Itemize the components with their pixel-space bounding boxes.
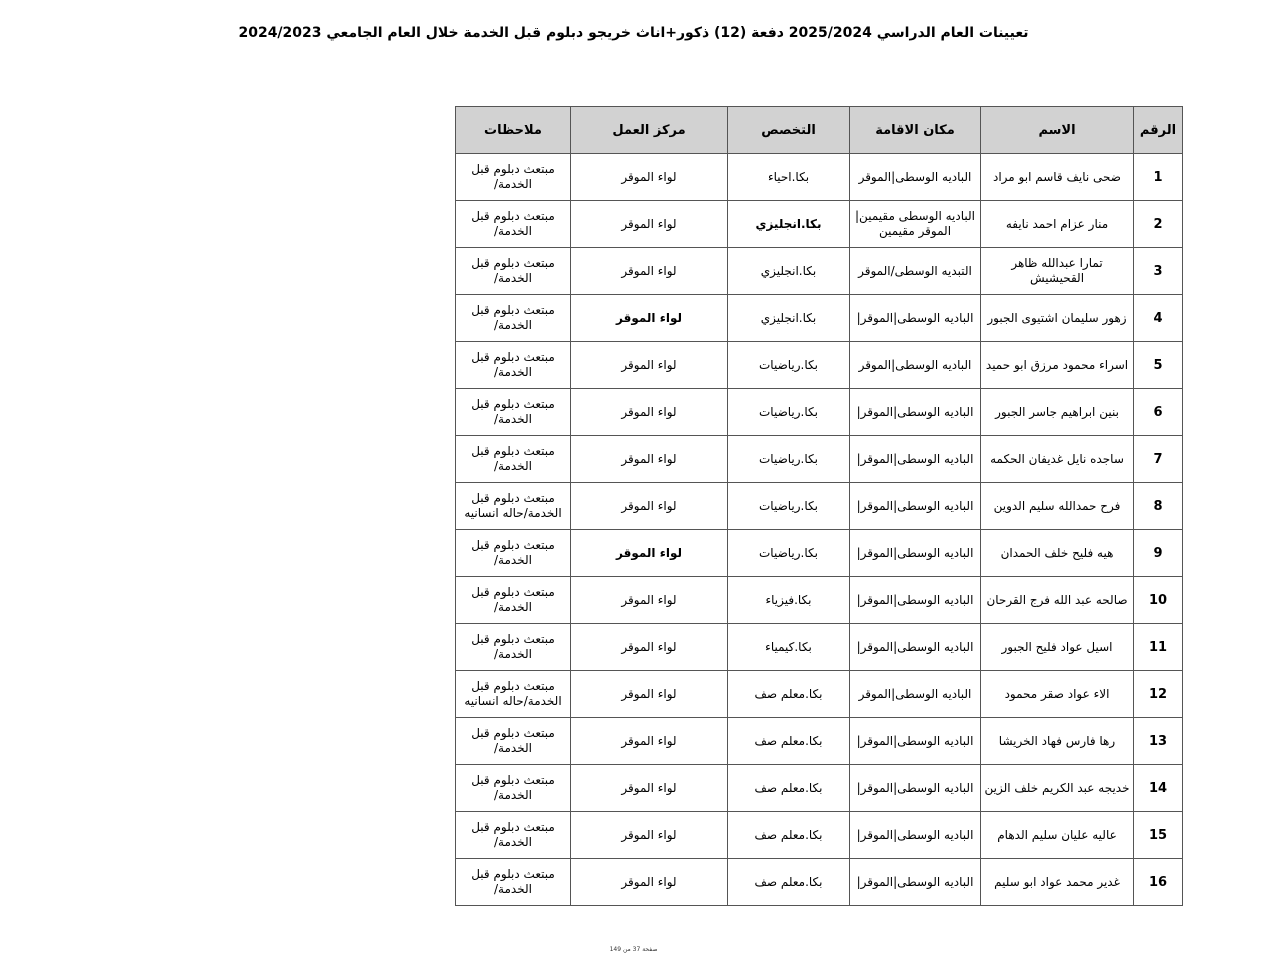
row-work-center-cell: لواء الموقر (571, 201, 728, 248)
row-specialty-cell: بكا.معلم صف (728, 765, 850, 812)
row-num-cell: 9 (1134, 530, 1183, 577)
row-residence-cell: الباديه الوسطى|الموقر (850, 342, 981, 389)
row-residence-cell: الباديه الوسطى|الموقر| (850, 718, 981, 765)
row-num-cell: 6 (1134, 389, 1183, 436)
row-specialty-cell: بكا.انجليزي (728, 295, 850, 342)
table-row (456, 248, 1183, 295)
row-name-cell: زهور سليمان اشتيوى الجبور (981, 295, 1134, 342)
row-num-cell: 10 (1134, 577, 1183, 624)
table-row (456, 483, 1183, 530)
row-specialty-cell: بكا.رياضيات (728, 483, 850, 530)
row-name-cell: منار عزام احمد نايفه (981, 201, 1134, 248)
row-residence-cell: التبديه الوسطى/الموقر (850, 248, 981, 295)
table-row (456, 389, 1183, 436)
row-notes-cell: مبتعث دبلوم قبل الخدمة/ (456, 859, 571, 906)
row-work-center-cell: لواء الموقر (571, 530, 728, 577)
row-num-cell: 5 (1134, 342, 1183, 389)
row-work-center-cell: لواء الموقر (571, 483, 728, 530)
row-specialty-cell: بكا.معلم صف (728, 859, 850, 906)
row-num-cell: 8 (1134, 483, 1183, 530)
table-row (456, 201, 1183, 248)
row-residence-cell: الباديه الوسطى|الموقر| (850, 483, 981, 530)
row-num-cell: 13 (1134, 718, 1183, 765)
table-row (456, 859, 1183, 906)
row-specialty-cell: بكا.معلم صف (728, 812, 850, 859)
row-notes-cell: مبتعث دبلوم قبل الخدمة/ (456, 577, 571, 624)
row-specialty-cell: بكا.رياضيات (728, 389, 850, 436)
table-header-row (456, 107, 1183, 154)
row-specialty-cell: بكا.انجليزي (728, 248, 850, 295)
page-number: صفحة 37 من 149 (609, 946, 658, 953)
row-name-cell: هيه فليح خلف الحمدان (981, 530, 1134, 577)
table-row (456, 671, 1183, 718)
row-residence-cell: الباديه الوسطى|الموقر| (850, 295, 981, 342)
row-specialty-cell: بكا.احياء (728, 154, 850, 201)
row-work-center-cell: لواء الموقر (571, 295, 728, 342)
row-work-center-cell: لواء الموقر (571, 718, 728, 765)
row-num-cell: 14 (1134, 765, 1183, 812)
row-notes-cell: مبتعث دبلوم قبل الخدمة/ (456, 812, 571, 859)
row-name-cell: الاء عواد صقر محمود (981, 671, 1134, 718)
row-notes-cell: مبتعث دبلوم قبل الخدمة/ (456, 342, 571, 389)
row-work-center-cell: لواء الموقر (571, 577, 728, 624)
row-residence-cell: الباديه الوسطى|الموقر| (850, 765, 981, 812)
table-row (456, 812, 1183, 859)
row-name-cell: ساجده نايل غديفان الحكمه (981, 436, 1134, 483)
row-notes-cell: مبتعث دبلوم قبل الخدمة/ (456, 765, 571, 812)
row-work-center-cell: لواء الموقر (571, 389, 728, 436)
header-name: الاسم (981, 107, 1134, 154)
row-residence-cell: الباديه الوسطى|الموقر| (850, 812, 981, 859)
header-specialty: التخصص (728, 107, 850, 154)
table-body (456, 154, 1183, 906)
row-notes-cell: مبتعث دبلوم قبل الخدمة/ (456, 295, 571, 342)
table-row (456, 530, 1183, 577)
appointments-table (455, 106, 1183, 906)
row-notes-cell: مبتعث دبلوم قبل الخدمة/ (456, 436, 571, 483)
row-num-cell: 11 (1134, 624, 1183, 671)
row-notes-cell: مبتعث دبلوم قبل الخدمة/ (456, 718, 571, 765)
row-work-center-cell: لواء الموقر (571, 436, 728, 483)
row-notes-cell: مبتعث دبلوم قبل الخدمة/ (456, 530, 571, 577)
row-name-cell: ضحى نايف قاسم ابو مراد (981, 154, 1134, 201)
row-notes-cell: مبتعث دبلوم قبل الخدمة/ (456, 248, 571, 295)
document-title: تعيينات العام الدراسي 2025/2024 دفعة (12) ذكور+اناث خريجو دبلوم قبل الخدمة خلال العام الجامعي 2024/2023 (238, 25, 1029, 41)
row-name-cell: فرح حمدالله سليم الدوين (981, 483, 1134, 530)
row-num-cell: 3 (1134, 248, 1183, 295)
row-notes-cell: مبتعث دبلوم قبل الخدمة/ (456, 201, 571, 248)
row-work-center-cell: لواء الموقر (571, 342, 728, 389)
header-residence: مكان الاقامة (850, 107, 981, 154)
row-specialty-cell: بكا.رياضيات (728, 530, 850, 577)
row-name-cell: تمارا عبدالله ظاهر القحيشيش (981, 248, 1134, 295)
row-residence-cell: الباديه الوسطى|الموقر| (850, 624, 981, 671)
row-name-cell: اسيل عواد فليح الجبور (981, 624, 1134, 671)
table-row (456, 624, 1183, 671)
row-num-cell: 12 (1134, 671, 1183, 718)
row-name-cell: بنين ابراهيم جاسر الجبور (981, 389, 1134, 436)
row-residence-cell: الباديه الوسطى|الموقر (850, 154, 981, 201)
row-notes-cell: مبتعث دبلوم قبل الخدمة/ (456, 154, 571, 201)
row-specialty-cell: بكا.رياضيات (728, 342, 850, 389)
row-residence-cell: الباديه الوسطى|الموقر| (850, 859, 981, 906)
row-name-cell: خديجه عبد الكريم خلف الزين (981, 765, 1134, 812)
header-num: الرقم (1134, 107, 1183, 154)
table-row (456, 295, 1183, 342)
appointments-table-container (455, 106, 1182, 906)
header-notes: ملاحظات (456, 107, 571, 154)
row-specialty-cell: بكا.معلم صف (728, 671, 850, 718)
row-num-cell: 4 (1134, 295, 1183, 342)
row-num-cell: 15 (1134, 812, 1183, 859)
row-work-center-cell: لواء الموقر (571, 671, 728, 718)
header-work-center: مركز العمل (571, 107, 728, 154)
row-num-cell: 1 (1134, 154, 1183, 201)
row-residence-cell: الباديه الوسطى|الموقر| (850, 436, 981, 483)
row-work-center-cell: لواء الموقر (571, 154, 728, 201)
row-work-center-cell: لواء الموقر (571, 859, 728, 906)
row-residence-cell: الباديه الوسطى|الموقر| (850, 530, 981, 577)
row-num-cell: 7 (1134, 436, 1183, 483)
row-num-cell: 2 (1134, 201, 1183, 248)
row-residence-cell: الباديه الوسطى|الموقر| (850, 577, 981, 624)
row-work-center-cell: لواء الموقر (571, 248, 728, 295)
row-name-cell: عاليه عليان سليم الدهام (981, 812, 1134, 859)
row-work-center-cell: لواء الموقر (571, 624, 728, 671)
row-num-cell: 16 (1134, 859, 1183, 906)
table-row (456, 718, 1183, 765)
table-row (456, 577, 1183, 624)
row-notes-cell: مبتعث دبلوم قبل الخدمة/حاله انسانيه (456, 483, 571, 530)
row-specialty-cell: بكا.انجليزي (728, 201, 850, 248)
table-row (456, 342, 1183, 389)
row-name-cell: اسراء محمود مرزق ابو حميد (981, 342, 1134, 389)
row-name-cell: صالحه عبد الله فرج القرحان (981, 577, 1134, 624)
table-row (456, 765, 1183, 812)
row-residence-cell: الباديه الوسطى مقيمين|الموقر مقيمين (850, 201, 981, 248)
table-row (456, 154, 1183, 201)
row-notes-cell: مبتعث دبلوم قبل الخدمة/حاله انسانيه (456, 671, 571, 718)
row-specialty-cell: بكا.معلم صف (728, 718, 850, 765)
table-row (456, 436, 1183, 483)
row-residence-cell: الباديه الوسطى|الموقر (850, 671, 981, 718)
row-work-center-cell: لواء الموقر (571, 812, 728, 859)
row-specialty-cell: بكا.كيمياء (728, 624, 850, 671)
row-notes-cell: مبتعث دبلوم قبل الخدمة/ (456, 389, 571, 436)
row-specialty-cell: بكا.رياضيات (728, 436, 850, 483)
row-work-center-cell: لواء الموقر (571, 765, 728, 812)
row-name-cell: رها فارس فهاد الخريشا (981, 718, 1134, 765)
row-specialty-cell: بكا.فيزياء (728, 577, 850, 624)
row-name-cell: غدير محمد عواد ابو سليم (981, 859, 1134, 906)
row-notes-cell: مبتعث دبلوم قبل الخدمة/ (456, 624, 571, 671)
row-residence-cell: الباديه الوسطى|الموقر| (850, 389, 981, 436)
